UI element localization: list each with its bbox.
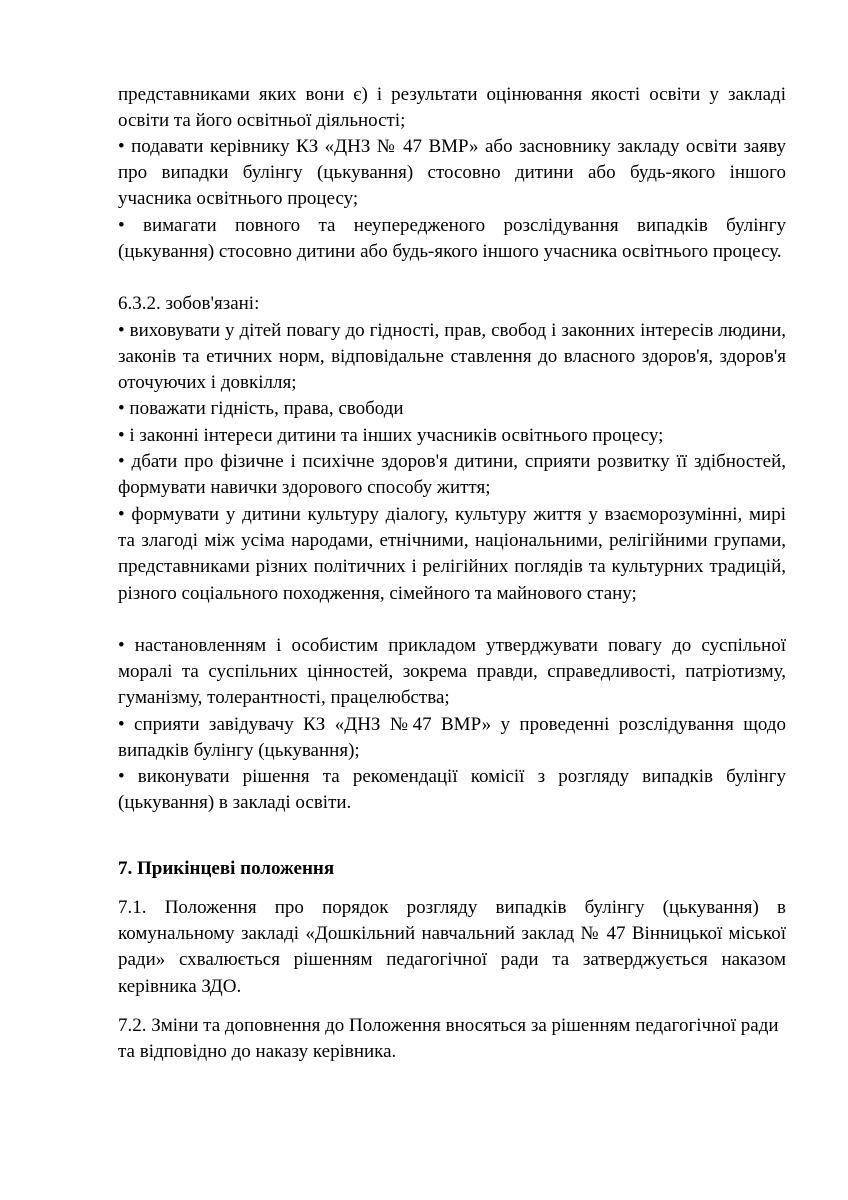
paragraph-educate-respect: • виховувати у дітей повагу до гідності, прав, свобод і законних інтересів людини, законів та етичних норм, відповідальне ставлення до власного здоров'я, здоров'я оточуючих і довкілля; [118,320,786,394]
paragraph-obliged-heading: 6.3.2. зобов'язані: [118,293,260,314]
paragraph-legal-interests: • і законні інтереси дитини та інших учасників освітнього процесу; [118,425,664,446]
paragraph-execute-decisions: • виконувати рішення та рекомендації комісії з розгляду випадків булінгу (цькування) в закладі освіти. [118,766,786,814]
paragraph-respect-dignity: • поважати гідність, права, свободи [118,398,404,419]
paragraph-care-health: • дбати про фізичне і психічне здоров'я дитини, сприяти розвитку її здібностей, формувати навички здорового способу життя; [118,451,786,499]
paragraph-7-2: 7.2. Зміни та доповнення до Положення вносяться за рішенням педагогічної ради та відповідно до наказу керівника. [118,1015,779,1063]
paragraph-personal-example: • настановленням і особистим прикладом утверджувати повагу до суспільної моралі та суспільних цінностей, зокрема правди, справедливості, патріотизму, гуманізму, толерантності, працелюбства; [118,635,786,709]
paragraph-report-bullying: • подавати керівнику КЗ «ДНЗ № 47 ВМР» або засновнику закладу освіти заяву про випадки булінгу (цькування) стосовно дитини або будь-якого іншого учасника освітнього процесу; [118,136,786,210]
paragraph-demand-investigation: • вимагати повного та неупередженого розслідування випадків булінгу (цькування) стосовно дитини або будь-якого іншого учасника освітнього процесу. [118,215,786,263]
paragraph-assist-head: • сприяти завідувачу КЗ «ДНЗ №47 ВМР» у проведенні розслідування щодо випадків булінгу (цькування); [118,714,786,762]
section-7-heading: 7. Прикінцеві положення [118,858,335,879]
paragraph-culture-dialogue: • формувати у дитини культуру діалогу, культуру життя у взаєморозумінні, мирі та злагоді між усіма народами, етнічними, національними, релігійними групами, представниками різних політичних і релігійних поглядів та культурних традицій, різного соціального походження, сімейного та майнового стану; [118,504,786,604]
paragraph-assessment-results: представниками яких вони є) і результати оцінювання якості освіти у закладі освіти та його освітньої діяльності; [118,84,786,132]
paragraph-7-1: 7.1. Положення про порядок розгляду випадків булінгу (цькування) в комунальному закладі «Дошкільний навчальний заклад № 47 Вінницької міської ради» схвалюється рішенням педагогічної ради та затверджується наказом керівника ЗДО. [118,897,786,997]
